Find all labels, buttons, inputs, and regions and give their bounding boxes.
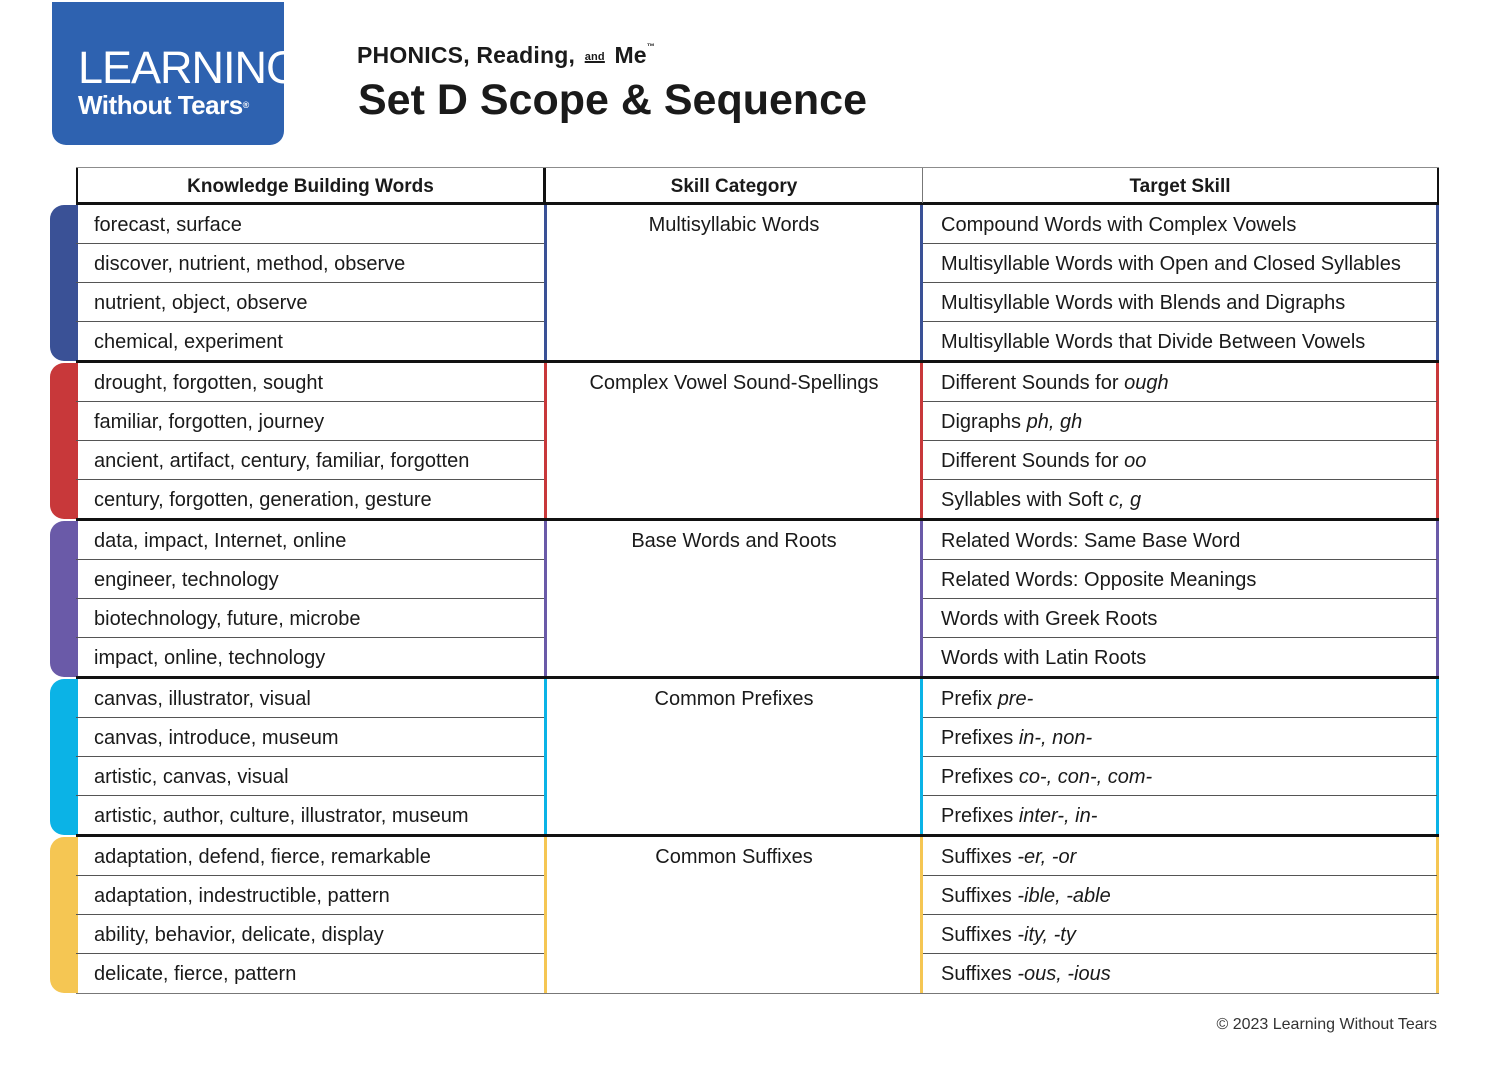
- target-skill-italic: inter-, in-: [1018, 805, 1098, 827]
- target-skill-text: Prefixes: [941, 766, 1019, 788]
- table-row: [76, 915, 1439, 954]
- target-skill-italic: co-, con-, com-: [1018, 766, 1153, 788]
- target-skill-text: Words with Latin Roots: [941, 647, 1147, 669]
- target-skill-text: Syllables with Soft: [941, 489, 1109, 511]
- table-row: [76, 402, 1439, 441]
- target-skill-text: Different Sounds for: [941, 372, 1125, 394]
- target-skill-italic: ough: [1124, 372, 1169, 394]
- knowledge-words-cell: century, forgotten, generation, gesture: [94, 489, 432, 511]
- target-skill-cell: [923, 837, 1437, 876]
- table-row: [76, 205, 1439, 244]
- table-row: [76, 837, 1439, 876]
- knowledge-words-cell: canvas, illustrator, visual: [76, 679, 544, 718]
- skill-group: [76, 679, 1439, 837]
- target-skill-text: Different Sounds for: [941, 450, 1125, 472]
- skill-category: Common Suffixes: [655, 846, 813, 868]
- knowledge-words-cell: nutrient, object, observe: [76, 283, 544, 322]
- table-row: [76, 757, 1439, 796]
- table-row: [76, 679, 1439, 718]
- target-skill-italic: c, g: [1108, 489, 1142, 511]
- group-color-tab: [50, 363, 78, 519]
- program-name-part-1: PHONICS, Reading,: [357, 42, 576, 68]
- target-skill-text: Suffixes: [941, 885, 1018, 907]
- table-row: [76, 363, 1439, 402]
- knowledge-words-cell: artistic, canvas, visual: [76, 757, 544, 796]
- target-skill-cell: [923, 757, 1437, 796]
- skill-category: Base Words and Roots: [631, 530, 837, 552]
- logo-line-2-text: Without Tears: [78, 90, 243, 120]
- target-skill-cell: [923, 638, 1437, 677]
- target-skill-text: Prefix: [941, 688, 998, 710]
- table-row: [76, 638, 1439, 677]
- target-skill-cell: [923, 954, 1437, 993]
- knowledge-words-cell: data, impact, Internet, online: [76, 521, 544, 560]
- group-color-tab: [50, 521, 78, 677]
- header-skill-category: Skill Category: [670, 176, 798, 197]
- target-skill-text: Compound Words with Complex Vowels: [941, 214, 1297, 236]
- target-skill-cell: [923, 205, 1437, 244]
- target-skill-cell: [923, 560, 1437, 599]
- target-skill-cell: [923, 599, 1437, 638]
- knowledge-words-cell: forecast, surface: [76, 205, 544, 244]
- table-row: [76, 560, 1439, 599]
- logo-line-2: [78, 90, 284, 120]
- registered-mark: ®: [242, 100, 249, 110]
- copyright-notice: © 2023 Learning Without Tears: [1216, 1016, 1437, 1033]
- target-skill-italic: -ity, -ty: [1017, 924, 1076, 946]
- target-skill-text: Digraphs: [941, 411, 1027, 433]
- knowledge-words-cell: engineer, technology: [76, 560, 544, 599]
- target-skill-text: Multisyllable Words with Blends and Digraphs: [941, 292, 1346, 314]
- target-skill-cell: [923, 915, 1437, 954]
- target-skill-italic: pre-: [997, 688, 1034, 710]
- knowledge-words-cell: delicate, fierce, pattern: [94, 963, 297, 985]
- program-name: [357, 42, 655, 69]
- table-row: [76, 796, 1439, 835]
- target-skill-cell: [923, 876, 1437, 915]
- skill-category: Multisyllabic Words: [648, 214, 820, 236]
- program-name-and: and: [584, 50, 605, 63]
- target-skill-cell: [923, 521, 1437, 560]
- table-row: [76, 599, 1439, 638]
- skill-group: [76, 837, 1439, 995]
- knowledge-words-cell: canvas, introduce, museum: [76, 718, 544, 757]
- table-row: [76, 480, 1439, 519]
- target-skill-text: Related Words: Opposite Meanings: [941, 569, 1257, 591]
- target-skill-text: Multisyllable Words that Divide Between Vowels: [941, 331, 1366, 353]
- knowledge-words-cell: biotechnology, future, microbe: [76, 599, 544, 638]
- table-row: [76, 283, 1439, 322]
- target-skill-cell: [923, 679, 1437, 718]
- target-skill-text: Suffixes: [941, 846, 1018, 868]
- knowledge-words-cell: adaptation, indestructible, pattern: [76, 876, 544, 915]
- target-skill-cell: [923, 796, 1437, 835]
- knowledge-words-cell: artistic, author, culture, illustrator, museum: [94, 805, 469, 827]
- target-skill-text: Suffixes: [941, 924, 1018, 946]
- table-row: [76, 718, 1439, 757]
- target-skill-italic: oo: [1124, 450, 1147, 472]
- knowledge-words-cell: impact, online, technology: [94, 647, 326, 669]
- table-row: [76, 322, 1439, 361]
- target-skill-cell: [923, 441, 1437, 480]
- brand-logo: [52, 2, 301, 145]
- table-row: [76, 876, 1439, 915]
- table-row: [76, 954, 1439, 993]
- knowledge-words-cell: chemical, experiment: [94, 331, 283, 353]
- page-title: Set D Scope & Sequence: [358, 76, 867, 124]
- knowledge-words-cell: discover, nutrient, method, observe: [76, 244, 544, 283]
- target-skill-cell: [923, 244, 1437, 283]
- target-skill-cell: [923, 480, 1437, 519]
- target-skill-text: Prefixes: [941, 727, 1019, 749]
- table-row: [76, 521, 1439, 560]
- header-target-skill: Target Skill: [922, 168, 1439, 203]
- knowledge-words-cell: ability, behavior, delicate, display: [76, 915, 544, 954]
- knowledge-words-cell: adaptation, defend, fierce, remarkable: [76, 837, 544, 876]
- target-skill-cell: [923, 363, 1437, 402]
- table-row: [76, 441, 1439, 480]
- logo-line-1: LEARNING: [78, 42, 301, 93]
- target-skill-text: Related Words: Same Base Word: [941, 530, 1241, 552]
- program-name-part-2: Me: [614, 42, 647, 68]
- target-skill-text: Suffixes: [941, 963, 1018, 985]
- table-bottom-line: [76, 993, 1439, 994]
- group-color-tab: [50, 837, 78, 993]
- skill-group: [76, 363, 1439, 521]
- skill-category: Common Prefixes: [654, 688, 814, 710]
- group-color-tab: [50, 679, 78, 835]
- target-skill-italic: -ible, -able: [1017, 885, 1111, 907]
- target-skill-text: Words with Greek Roots: [941, 608, 1158, 630]
- knowledge-words-cell: drought, forgotten, sought: [76, 363, 544, 402]
- target-skill-italic: in-, non-: [1018, 727, 1093, 749]
- target-skill-cell: [923, 402, 1437, 441]
- target-skill-cell: [923, 718, 1437, 757]
- target-skill-text: Multisyllable Words with Open and Closed Syllables: [941, 253, 1401, 275]
- skill-group: [76, 521, 1439, 679]
- target-skill-cell: [923, 322, 1437, 361]
- target-skill-cell: [923, 283, 1437, 322]
- knowledge-words-cell: ancient, artifact, century, familiar, forgotten: [76, 441, 544, 480]
- group-color-tab: [50, 205, 78, 361]
- skill-group: [76, 205, 1439, 363]
- knowledge-words-cell: familiar, forgotten, journey: [76, 402, 544, 441]
- header-knowledge-building-words: Knowledge Building Words: [76, 168, 546, 203]
- skill-category: Complex Vowel Sound-Spellings: [589, 372, 879, 394]
- target-skill-italic: ph, gh: [1026, 411, 1083, 433]
- trademark-mark: ™: [646, 42, 655, 51]
- table-row: [76, 244, 1439, 283]
- target-skill-text: Prefixes: [941, 805, 1019, 827]
- target-skill-italic: -ous, -ious: [1017, 963, 1111, 985]
- target-skill-italic: -er, -or: [1017, 846, 1077, 868]
- table-header-row: [76, 167, 1439, 205]
